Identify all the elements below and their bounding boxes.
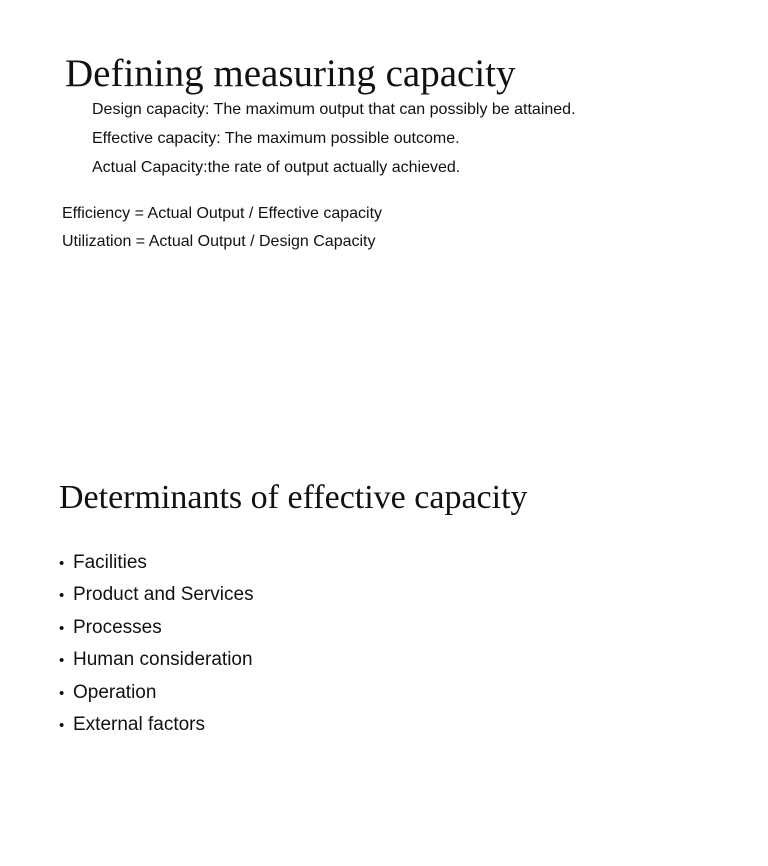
list-item [59, 647, 254, 679]
bullet-icon: • [59, 652, 65, 670]
formula-utilization: Utilization = Actual Output / Design Capacity [62, 233, 376, 250]
definition-actual-capacity: Actual Capacity:the rate of output actually achieved. [92, 159, 461, 176]
list-item [59, 712, 254, 744]
definition-list [92, 100, 576, 187]
formula-efficiency: Efficiency = Actual Output / Effective capacity [62, 205, 383, 222]
formula-list [62, 204, 382, 260]
determinants-list [59, 550, 254, 744]
bullet-icon: • [59, 619, 65, 637]
list-item-label: Operation [73, 681, 157, 703]
list-item-label: External factors [73, 713, 205, 735]
definition-design-capacity: Design capacity: The maximum output that can possibly be attained. [92, 101, 576, 118]
bullet-icon: • [59, 716, 65, 734]
list-item-label: Product and Services [73, 584, 254, 606]
list-item [59, 615, 254, 647]
list-item [59, 680, 254, 712]
bullet-icon: • [59, 684, 65, 702]
list-item-label: Facilities [73, 552, 147, 573]
list-item [59, 582, 254, 614]
list-item-label: Human consideration [73, 649, 253, 671]
bullet-icon: • [59, 555, 65, 572]
bullet-icon: • [59, 587, 65, 605]
list-item-label: Processes [73, 616, 162, 638]
section-title: Determinants of effective capacity [59, 479, 528, 516]
definition-effective-capacity: Effective capacity: The maximum possible outcome. [92, 130, 460, 147]
list-item [59, 550, 254, 582]
page-title: Defining measuring capacity [65, 52, 516, 95]
